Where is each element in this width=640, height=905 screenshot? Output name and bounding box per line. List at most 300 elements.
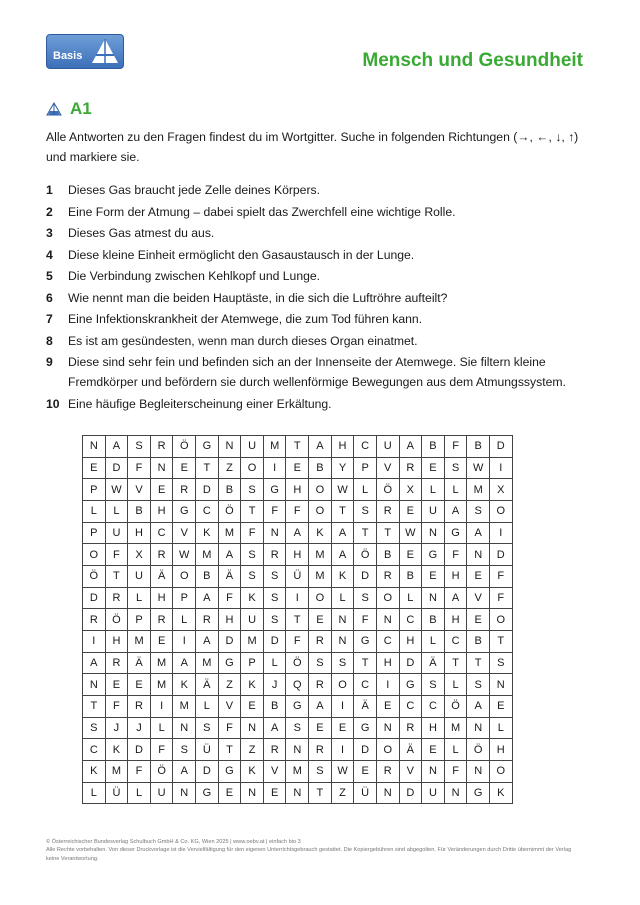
grid-cell[interactable]: N	[83, 674, 106, 696]
grid-cell[interactable]: R	[263, 544, 286, 566]
grid-cell[interactable]: N	[241, 717, 264, 739]
grid-cell[interactable]: A	[331, 522, 354, 544]
grid-cell[interactable]: N	[286, 739, 309, 761]
grid-cell[interactable]: L	[331, 587, 354, 609]
grid-cell[interactable]: E	[128, 674, 151, 696]
grid-cell[interactable]: N	[241, 782, 264, 804]
grid-cell[interactable]: V	[376, 457, 399, 479]
grid-cell[interactable]: V	[173, 522, 196, 544]
grid-cell[interactable]: N	[83, 436, 106, 458]
grid-cell[interactable]: M	[196, 544, 219, 566]
grid-cell[interactable]: K	[196, 522, 219, 544]
grid-cell[interactable]: N	[331, 609, 354, 631]
grid-cell[interactable]: R	[105, 587, 128, 609]
grid-cell[interactable]: L	[83, 782, 106, 804]
grid-cell[interactable]: S	[83, 717, 106, 739]
grid-cell[interactable]: O	[376, 587, 399, 609]
grid-cell[interactable]: T	[83, 696, 106, 718]
grid-cell[interactable]: N	[286, 782, 309, 804]
grid-cell[interactable]: M	[105, 761, 128, 783]
grid-cell[interactable]: A	[286, 522, 309, 544]
grid-cell[interactable]: Ö	[376, 479, 399, 501]
grid-cell[interactable]: S	[354, 501, 377, 523]
grid-cell[interactable]: A	[173, 761, 196, 783]
grid-cell[interactable]: N	[467, 761, 490, 783]
grid-cell[interactable]: W	[331, 479, 354, 501]
grid-cell[interactable]: D	[196, 479, 219, 501]
grid-cell[interactable]: G	[286, 696, 309, 718]
grid-cell[interactable]: I	[331, 696, 354, 718]
grid-cell[interactable]: G	[354, 631, 377, 653]
grid-cell[interactable]: E	[218, 782, 241, 804]
grid-cell[interactable]: M	[444, 717, 467, 739]
grid-cell[interactable]: Y	[331, 457, 354, 479]
grid-cell[interactable]: S	[263, 609, 286, 631]
grid-cell[interactable]: A	[444, 501, 467, 523]
grid-cell[interactable]: B	[467, 436, 490, 458]
grid-cell[interactable]: I	[489, 522, 512, 544]
grid-cell[interactable]: S	[128, 436, 151, 458]
grid-cell[interactable]: J	[105, 717, 128, 739]
grid-cell[interactable]: K	[173, 674, 196, 696]
grid-cell[interactable]: D	[196, 761, 219, 783]
grid-cell[interactable]: A	[196, 587, 219, 609]
grid-cell[interactable]: C	[422, 696, 445, 718]
grid-cell[interactable]: K	[489, 782, 512, 804]
grid-cell[interactable]: N	[376, 609, 399, 631]
grid-cell[interactable]: I	[376, 674, 399, 696]
grid-cell[interactable]: Z	[218, 674, 241, 696]
grid-cell[interactable]: S	[331, 652, 354, 674]
grid-cell[interactable]: R	[263, 739, 286, 761]
grid-cell[interactable]: S	[489, 652, 512, 674]
grid-cell[interactable]: H	[218, 609, 241, 631]
grid-cell[interactable]: R	[150, 436, 173, 458]
grid-cell[interactable]: C	[354, 436, 377, 458]
grid-cell[interactable]: S	[444, 457, 467, 479]
grid-cell[interactable]: K	[241, 761, 264, 783]
grid-cell[interactable]: L	[354, 479, 377, 501]
grid-cell[interactable]: A	[263, 717, 286, 739]
grid-cell[interactable]: U	[241, 609, 264, 631]
grid-cell[interactable]: K	[241, 587, 264, 609]
grid-cell[interactable]: P	[83, 522, 106, 544]
grid-cell[interactable]: U	[128, 566, 151, 588]
grid-cell[interactable]: N	[467, 544, 490, 566]
grid-cell[interactable]: L	[83, 501, 106, 523]
grid-cell[interactable]: Ä	[422, 652, 445, 674]
grid-cell[interactable]: Ä	[128, 652, 151, 674]
grid-cell[interactable]: A	[309, 436, 332, 458]
grid-cell[interactable]: S	[263, 587, 286, 609]
grid-cell[interactable]: M	[309, 566, 332, 588]
grid-cell[interactable]: I	[286, 587, 309, 609]
grid-cell[interactable]: F	[444, 436, 467, 458]
grid-cell[interactable]: N	[422, 761, 445, 783]
grid-cell[interactable]: M	[286, 761, 309, 783]
grid-cell[interactable]: N	[444, 782, 467, 804]
grid-cell[interactable]: A	[218, 544, 241, 566]
grid-cell[interactable]: H	[399, 631, 422, 653]
grid-cell[interactable]: Ä	[218, 566, 241, 588]
grid-cell[interactable]: P	[173, 587, 196, 609]
grid-cell[interactable]: T	[489, 631, 512, 653]
grid-cell[interactable]: O	[309, 587, 332, 609]
grid-cell[interactable]: F	[128, 457, 151, 479]
grid-cell[interactable]: M	[467, 479, 490, 501]
grid-cell[interactable]: A	[399, 436, 422, 458]
grid-cell[interactable]: O	[241, 457, 264, 479]
grid-cell[interactable]: N	[173, 717, 196, 739]
grid-cell[interactable]: T	[467, 652, 490, 674]
grid-cell[interactable]: E	[354, 761, 377, 783]
grid-cell[interactable]: Ö	[286, 652, 309, 674]
grid-cell[interactable]: P	[354, 457, 377, 479]
grid-cell[interactable]: L	[173, 609, 196, 631]
grid-cell[interactable]: L	[128, 782, 151, 804]
grid-cell[interactable]: U	[422, 501, 445, 523]
grid-cell[interactable]: F	[263, 501, 286, 523]
grid-cell[interactable]: T	[331, 501, 354, 523]
grid-cell[interactable]: L	[422, 479, 445, 501]
grid-cell[interactable]: X	[128, 544, 151, 566]
grid-cell[interactable]: H	[444, 609, 467, 631]
grid-cell[interactable]: E	[263, 782, 286, 804]
grid-cell[interactable]: F	[218, 717, 241, 739]
grid-cell[interactable]: T	[444, 652, 467, 674]
grid-cell[interactable]: F	[354, 609, 377, 631]
grid-cell[interactable]: S	[286, 717, 309, 739]
grid-cell[interactable]: V	[218, 696, 241, 718]
grid-cell[interactable]: B	[422, 436, 445, 458]
grid-cell[interactable]: F	[444, 761, 467, 783]
grid-cell[interactable]: H	[376, 652, 399, 674]
grid-cell[interactable]: T	[309, 782, 332, 804]
grid-cell[interactable]: T	[354, 522, 377, 544]
grid-cell[interactable]: D	[399, 782, 422, 804]
grid-cell[interactable]: E	[150, 479, 173, 501]
grid-cell[interactable]: L	[150, 717, 173, 739]
grid-cell[interactable]: R	[399, 717, 422, 739]
grid-cell[interactable]: F	[286, 631, 309, 653]
grid-cell[interactable]: G	[444, 522, 467, 544]
grid-cell[interactable]: E	[150, 631, 173, 653]
grid-cell[interactable]: S	[241, 479, 264, 501]
grid-cell[interactable]: E	[173, 457, 196, 479]
grid-cell[interactable]: S	[354, 587, 377, 609]
grid-cell[interactable]: E	[309, 609, 332, 631]
grid-cell[interactable]: D	[354, 566, 377, 588]
grid-cell[interactable]: E	[241, 696, 264, 718]
grid-cell[interactable]: R	[309, 674, 332, 696]
grid-cell[interactable]: Ö	[444, 696, 467, 718]
grid-cell[interactable]: H	[489, 739, 512, 761]
grid-cell[interactable]: Ä	[196, 674, 219, 696]
grid-cell[interactable]: D	[263, 631, 286, 653]
grid-cell[interactable]: F	[105, 544, 128, 566]
grid-cell[interactable]: R	[150, 609, 173, 631]
grid-cell[interactable]: R	[196, 609, 219, 631]
grid-cell[interactable]: K	[83, 761, 106, 783]
grid-cell[interactable]: N	[467, 717, 490, 739]
grid-cell[interactable]: G	[422, 544, 445, 566]
grid-cell[interactable]: G	[218, 761, 241, 783]
grid-cell[interactable]: G	[218, 652, 241, 674]
grid-cell[interactable]: E	[467, 609, 490, 631]
grid-cell[interactable]: S	[173, 739, 196, 761]
grid-cell[interactable]: L	[444, 674, 467, 696]
grid-cell[interactable]: V	[263, 761, 286, 783]
grid-cell[interactable]: S	[196, 717, 219, 739]
grid-cell[interactable]: B	[128, 501, 151, 523]
grid-cell[interactable]: U	[150, 782, 173, 804]
grid-cell[interactable]: R	[83, 609, 106, 631]
grid-cell[interactable]: O	[309, 479, 332, 501]
grid-cell[interactable]: B	[399, 566, 422, 588]
grid-cell[interactable]: Ü	[105, 782, 128, 804]
grid-cell[interactable]: M	[128, 631, 151, 653]
grid-cell[interactable]: M	[309, 544, 332, 566]
grid-cell[interactable]: J	[263, 674, 286, 696]
grid-cell[interactable]: Ä	[399, 739, 422, 761]
grid-cell[interactable]: B	[467, 631, 490, 653]
grid-cell[interactable]: C	[83, 739, 106, 761]
grid-cell[interactable]: U	[376, 436, 399, 458]
grid-cell[interactable]: D	[83, 587, 106, 609]
grid-cell[interactable]: A	[444, 587, 467, 609]
grid-cell[interactable]: N	[376, 717, 399, 739]
grid-cell[interactable]: B	[263, 696, 286, 718]
grid-cell[interactable]: R	[173, 479, 196, 501]
grid-cell[interactable]: L	[422, 631, 445, 653]
grid-cell[interactable]: E	[331, 717, 354, 739]
grid-cell[interactable]: T	[196, 457, 219, 479]
grid-cell[interactable]: I	[489, 457, 512, 479]
grid-cell[interactable]: H	[128, 522, 151, 544]
grid-cell[interactable]: P	[241, 652, 264, 674]
grid-cell[interactable]: F	[105, 696, 128, 718]
grid-cell[interactable]: I	[173, 631, 196, 653]
grid-cell[interactable]: R	[309, 739, 332, 761]
grid-cell[interactable]: H	[150, 587, 173, 609]
grid-cell[interactable]: Ö	[354, 544, 377, 566]
grid-cell[interactable]: L	[105, 501, 128, 523]
grid-cell[interactable]: N	[376, 782, 399, 804]
grid-cell[interactable]: Q	[286, 674, 309, 696]
grid-cell[interactable]: L	[128, 587, 151, 609]
grid-cell[interactable]: G	[263, 479, 286, 501]
grid-cell[interactable]: W	[105, 479, 128, 501]
grid-cell[interactable]: D	[354, 739, 377, 761]
grid-cell[interactable]: I	[331, 739, 354, 761]
grid-cell[interactable]: F	[241, 522, 264, 544]
grid-cell[interactable]: K	[105, 739, 128, 761]
grid-cell[interactable]: M	[196, 652, 219, 674]
grid-cell[interactable]: S	[467, 501, 490, 523]
grid-cell[interactable]: I	[83, 631, 106, 653]
grid-cell[interactable]: G	[173, 501, 196, 523]
grid-cell[interactable]: L	[489, 717, 512, 739]
grid-cell[interactable]: B	[196, 566, 219, 588]
grid-cell[interactable]: Z	[331, 782, 354, 804]
grid-cell[interactable]: E	[467, 566, 490, 588]
grid-cell[interactable]: O	[309, 501, 332, 523]
grid-cell[interactable]: C	[150, 522, 173, 544]
grid-cell[interactable]: U	[105, 522, 128, 544]
grid-cell[interactable]: R	[376, 566, 399, 588]
grid-cell[interactable]: L	[444, 479, 467, 501]
grid-cell[interactable]: N	[422, 522, 445, 544]
grid-cell[interactable]: Ä	[354, 696, 377, 718]
grid-cell[interactable]: S	[241, 544, 264, 566]
grid-cell[interactable]: L	[263, 652, 286, 674]
grid-cell[interactable]: N	[331, 631, 354, 653]
grid-cell[interactable]: E	[422, 566, 445, 588]
grid-cell[interactable]: S	[309, 652, 332, 674]
grid-cell[interactable]: Ü	[354, 782, 377, 804]
grid-cell[interactable]: E	[489, 696, 512, 718]
grid-cell[interactable]: B	[422, 609, 445, 631]
grid-cell[interactable]: Z	[218, 457, 241, 479]
grid-cell[interactable]: R	[309, 631, 332, 653]
grid-cell[interactable]: D	[489, 436, 512, 458]
grid-cell[interactable]: H	[286, 479, 309, 501]
grid-cell[interactable]: N	[422, 587, 445, 609]
grid-cell[interactable]: T	[105, 566, 128, 588]
grid-cell[interactable]: H	[150, 501, 173, 523]
grid-cell[interactable]: H	[422, 717, 445, 739]
grid-cell[interactable]: F	[489, 587, 512, 609]
grid-cell[interactable]: M	[150, 652, 173, 674]
grid-cell[interactable]: V	[399, 761, 422, 783]
grid-cell[interactable]: M	[218, 522, 241, 544]
grid-cell[interactable]: E	[399, 501, 422, 523]
grid-cell[interactable]: M	[241, 631, 264, 653]
grid-cell[interactable]: N	[489, 674, 512, 696]
grid-cell[interactable]: A	[331, 544, 354, 566]
grid-cell[interactable]: N	[218, 436, 241, 458]
grid-cell[interactable]: T	[376, 522, 399, 544]
grid-cell[interactable]: H	[286, 544, 309, 566]
grid-cell[interactable]: N	[173, 782, 196, 804]
grid-cell[interactable]: C	[399, 609, 422, 631]
grid-cell[interactable]: O	[83, 544, 106, 566]
grid-cell[interactable]: E	[422, 739, 445, 761]
grid-cell[interactable]: R	[150, 544, 173, 566]
grid-cell[interactable]: A	[309, 696, 332, 718]
grid-cell[interactable]: N	[150, 457, 173, 479]
grid-cell[interactable]: C	[376, 631, 399, 653]
grid-cell[interactable]: D	[489, 544, 512, 566]
grid-cell[interactable]: N	[263, 522, 286, 544]
grid-cell[interactable]: J	[128, 717, 151, 739]
grid-cell[interactable]: Z	[241, 739, 264, 761]
grid-cell[interactable]: A	[83, 652, 106, 674]
grid-cell[interactable]: E	[376, 696, 399, 718]
grid-cell[interactable]: R	[399, 457, 422, 479]
grid-cell[interactable]: T	[354, 652, 377, 674]
grid-cell[interactable]: Ö	[173, 436, 196, 458]
grid-cell[interactable]: H	[105, 631, 128, 653]
grid-cell[interactable]: S	[309, 761, 332, 783]
grid-cell[interactable]: K	[331, 566, 354, 588]
grid-cell[interactable]: S	[467, 674, 490, 696]
grid-cell[interactable]: V	[128, 479, 151, 501]
grid-cell[interactable]: D	[128, 739, 151, 761]
grid-cell[interactable]: T	[286, 609, 309, 631]
grid-cell[interactable]: D	[105, 457, 128, 479]
grid-cell[interactable]: G	[467, 782, 490, 804]
grid-cell[interactable]: F	[444, 544, 467, 566]
grid-cell[interactable]: E	[422, 457, 445, 479]
grid-cell[interactable]: E	[399, 544, 422, 566]
grid-cell[interactable]: T	[241, 501, 264, 523]
grid-cell[interactable]: A	[196, 631, 219, 653]
grid-cell[interactable]: Ö	[150, 761, 173, 783]
grid-cell[interactable]: C	[444, 631, 467, 653]
grid-cell[interactable]: T	[218, 739, 241, 761]
grid-cell[interactable]: F	[218, 587, 241, 609]
grid-cell[interactable]: E	[83, 457, 106, 479]
grid-cell[interactable]: F	[150, 739, 173, 761]
grid-cell[interactable]: A	[467, 696, 490, 718]
grid-cell[interactable]: I	[263, 457, 286, 479]
grid-cell[interactable]: O	[331, 674, 354, 696]
grid-cell[interactable]: Ö	[105, 609, 128, 631]
grid-cell[interactable]: F	[489, 566, 512, 588]
grid-cell[interactable]: F	[286, 501, 309, 523]
grid-cell[interactable]: C	[399, 696, 422, 718]
grid-cell[interactable]: O	[489, 501, 512, 523]
grid-cell[interactable]: Ö	[83, 566, 106, 588]
grid-cell[interactable]: S	[263, 566, 286, 588]
grid-cell[interactable]: Ü	[286, 566, 309, 588]
grid-cell[interactable]: R	[376, 501, 399, 523]
grid-cell[interactable]: U	[241, 436, 264, 458]
grid-cell[interactable]: G	[196, 782, 219, 804]
grid-cell[interactable]: O	[173, 566, 196, 588]
grid-cell[interactable]: K	[309, 522, 332, 544]
grid-cell[interactable]: B	[309, 457, 332, 479]
grid-cell[interactable]: R	[128, 696, 151, 718]
grid-cell[interactable]: P	[83, 479, 106, 501]
grid-cell[interactable]: E	[286, 457, 309, 479]
grid-cell[interactable]: R	[376, 761, 399, 783]
grid-cell[interactable]: I	[150, 696, 173, 718]
grid-cell[interactable]: K	[241, 674, 264, 696]
grid-cell[interactable]: W	[173, 544, 196, 566]
grid-cell[interactable]: E	[309, 717, 332, 739]
grid-cell[interactable]: M	[173, 696, 196, 718]
grid-cell[interactable]: G	[399, 674, 422, 696]
grid-cell[interactable]: L	[196, 696, 219, 718]
grid-cell[interactable]: W	[331, 761, 354, 783]
grid-cell[interactable]: X	[489, 479, 512, 501]
grid-cell[interactable]: O	[376, 739, 399, 761]
grid-cell[interactable]: H	[444, 566, 467, 588]
grid-cell[interactable]: A	[105, 436, 128, 458]
grid-cell[interactable]: Ä	[150, 566, 173, 588]
grid-cell[interactable]: A	[173, 652, 196, 674]
grid-cell[interactable]: S	[422, 674, 445, 696]
grid-cell[interactable]: P	[128, 609, 151, 631]
grid-cell[interactable]: W	[467, 457, 490, 479]
grid-cell[interactable]: G	[196, 436, 219, 458]
grid-cell[interactable]: S	[241, 566, 264, 588]
grid-cell[interactable]: B	[218, 479, 241, 501]
grid-cell[interactable]: Ü	[196, 739, 219, 761]
grid-cell[interactable]: W	[399, 522, 422, 544]
